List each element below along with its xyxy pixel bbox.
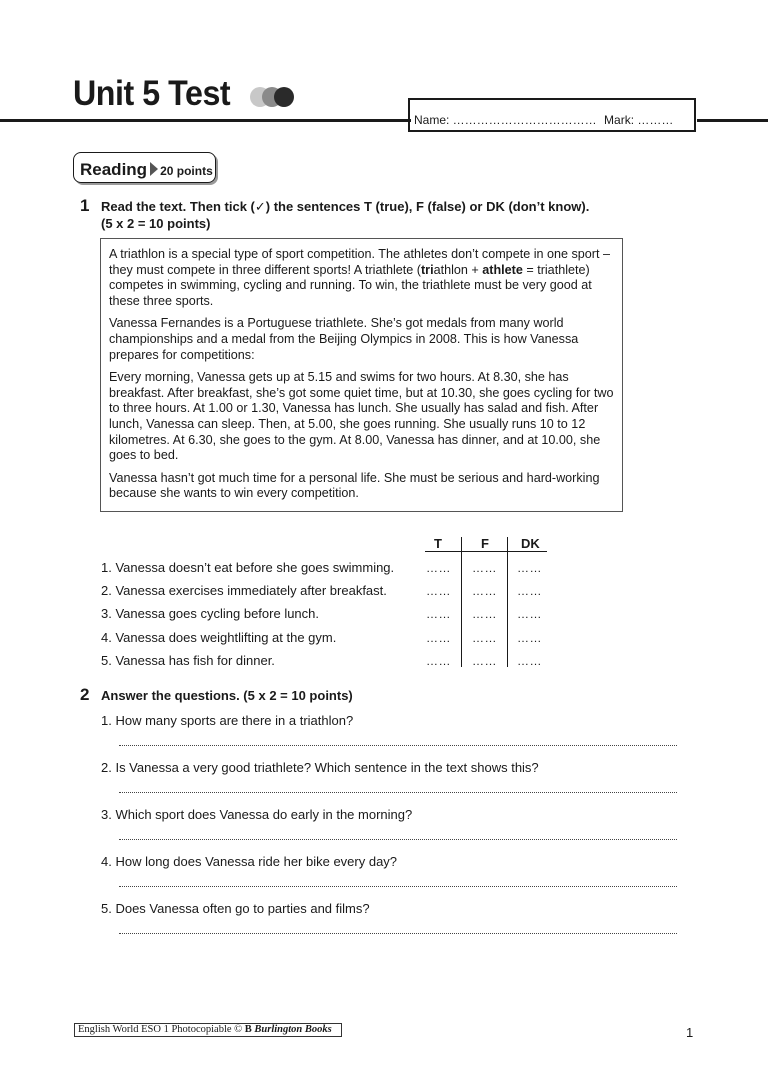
answer-line[interactable] [119, 745, 677, 746]
column-header-dk: DK [521, 536, 540, 551]
statement-2: 2. Vanessa exercises immediately after breakfast. [101, 583, 387, 598]
answer-blank-dk[interactable]: …… [517, 631, 542, 645]
answer-blank-f[interactable]: …… [472, 607, 497, 621]
answer-blank-t[interactable]: …… [426, 584, 451, 598]
answer-line[interactable] [119, 792, 677, 793]
mark-field-label: Mark: ……… [604, 113, 674, 127]
answer-blank-t[interactable]: …… [426, 561, 451, 575]
name-mark-box[interactable] [408, 98, 696, 132]
passage-paragraph-1: A triathlon is a special type of sport competition. The athletes don’t compete in one sport – they must compete in three different sports! A triathlete (triathlon + athlete = triathlete) competes in swimming, cycling and running. To win, the triathlete must be very good at these three sports. [109, 247, 611, 308]
section-name: Reading [80, 160, 148, 179]
answer-line[interactable] [119, 933, 677, 934]
answer-blank-dk[interactable]: …… [517, 607, 542, 621]
table-divider-2 [507, 537, 508, 667]
answer-line[interactable] [119, 886, 677, 887]
table-divider-1 [461, 537, 462, 667]
page-title: Unit 5 Test [73, 74, 231, 113]
question-2-number: 2 [80, 685, 90, 704]
page-number: 1 [686, 1025, 694, 1040]
passage-paragraph-2: Vanessa Fernandes is a Portuguese triathlete. She’s got medals from many world championships and a medal from the Beijing Olympics in 2008. This is how Vanessa prepares for competitions: [109, 316, 579, 362]
statement-3: 3. Vanessa goes cycling before lunch. [101, 606, 320, 621]
answer-blank-dk[interactable]: …… [517, 654, 542, 668]
passage-paragraph-3: Every morning, Vanessa gets up at 5.15 and swims for two hours. At 8.30, she has breakfast. After breakfast, she’s got some quiet time, but at 10.30, she goes cycling for two to three hours. At 1.00 or 1.30, Vanessa has lunch. She usually has salad and fish. After lunch, Vanessa can sleep. Then, at 5.00, she goes running. She usually runs 10 to 12 kilometres. At 6.30, she goes to the gym. At 8.00, Vanessa has dinner, and at 10.00, she goes to bed. [109, 370, 614, 463]
answer-blank-f[interactable]: …… [472, 561, 497, 575]
statement-4: 4. Vanessa does weightlifting at the gym. [101, 630, 337, 645]
statement-5: 5. Vanessa has fish for dinner. [101, 653, 275, 668]
copyright-footer [74, 1023, 342, 1037]
header-rule [0, 119, 411, 122]
header-rule-right [697, 119, 768, 122]
question-item-1: 1. How many sports are there in a triathlon? [101, 713, 354, 728]
question-1-instruction: Read the text. Then tick (✓) the sentences T (true), F (false) or DK (don’t know). [101, 199, 590, 214]
question-item-2: 2. Is Vanessa a very good triathlete? Which sentence in the text shows this? [101, 760, 539, 775]
table-header-rule [425, 551, 547, 552]
column-header-t: T [434, 536, 442, 551]
statement-1: 1. Vanessa doesn’t eat before she goes swimming. [101, 560, 395, 575]
answer-blank-dk[interactable]: …… [517, 561, 542, 575]
answer-blank-t[interactable]: …… [426, 607, 451, 621]
question-item-3: 3. Which sport does Vanessa do early in the morning? [101, 807, 413, 822]
answer-blank-f[interactable]: …… [472, 631, 497, 645]
copyright-text: English World ESO 1 Photocopiable © [78, 1024, 245, 1035]
section-points: 20 points [160, 164, 213, 178]
question-item-5: 5. Does Vanessa often go to parties and films? [101, 901, 370, 916]
question-1-number: 1 [80, 196, 90, 215]
passage-paragraph-4: Vanessa hasn’t got much time for a personal life. She must be serious and hard-working because she wants to win every competition. [109, 470, 600, 501]
answer-blank-t[interactable]: …… [426, 654, 451, 668]
question-2-instruction: Answer the questions. (5 x 2 = 10 points) [101, 688, 353, 703]
answer-blank-f[interactable]: …… [472, 654, 497, 668]
publisher-name: Burlington Books [254, 1024, 332, 1035]
decorative-circles-icon [248, 84, 298, 110]
reading-passage [100, 238, 623, 512]
column-header-f: F [481, 536, 489, 551]
question-1-points: (5 x 2 = 10 points) [101, 216, 211, 231]
answer-blank-f[interactable]: …… [472, 584, 497, 598]
section-tab-reading [73, 152, 216, 183]
name-field-label: Name: ……………………………… [414, 113, 597, 127]
publisher-logo-icon: B [244, 1024, 252, 1035]
question-item-4: 4. How long does Vanessa ride her bike every day? [101, 854, 398, 869]
arrow-right-icon [150, 162, 158, 176]
answer-blank-dk[interactable]: …… [517, 584, 542, 598]
answer-line[interactable] [119, 839, 677, 840]
answer-blank-t[interactable]: …… [426, 631, 451, 645]
